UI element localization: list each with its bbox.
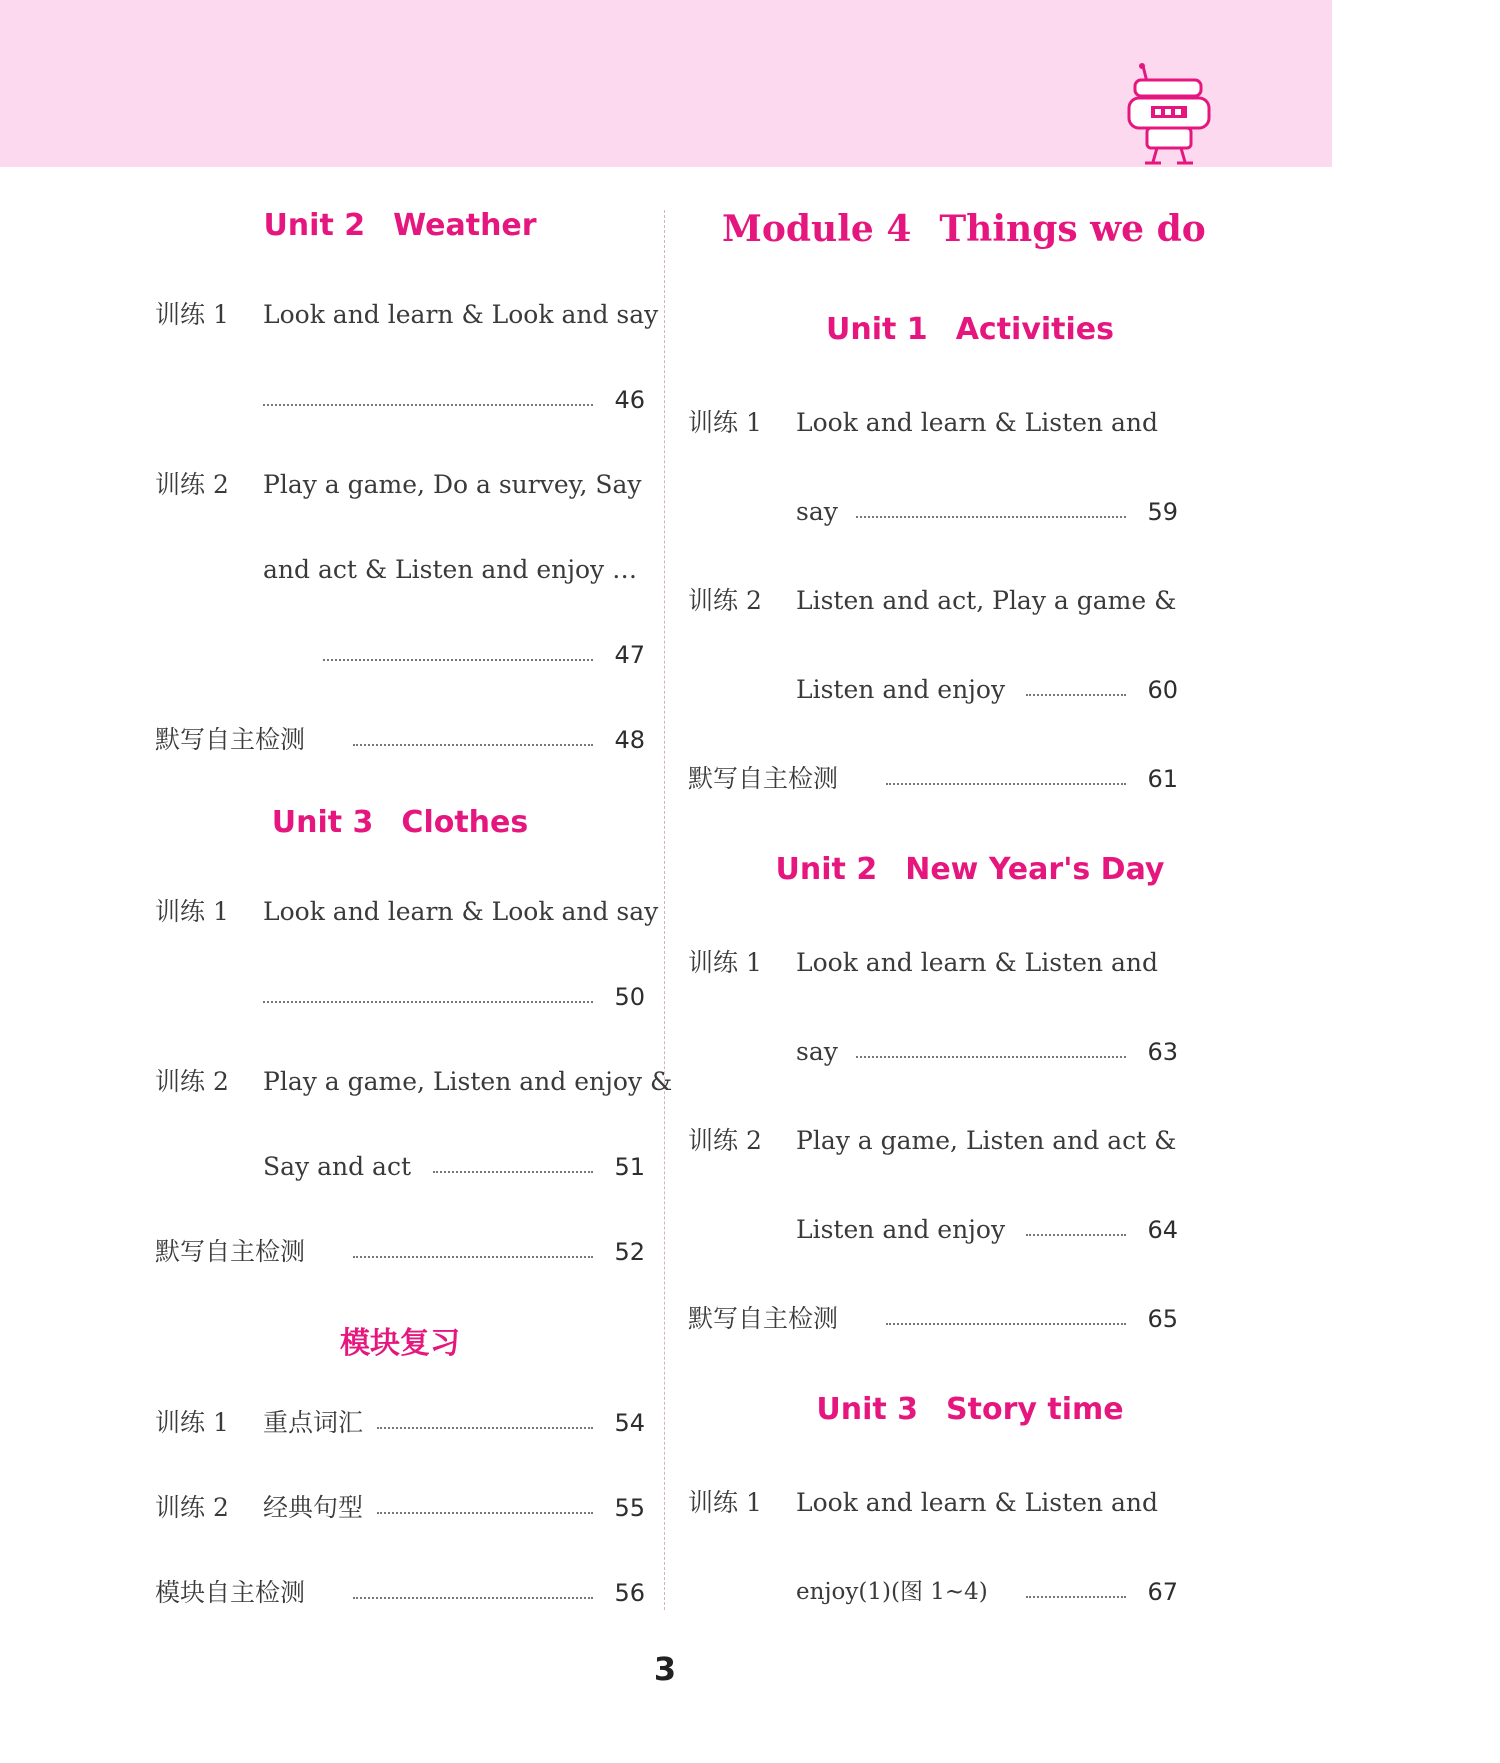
left-unit3-heading [150,805,650,840]
toc-entry-continued[interactable] [688,1032,1178,1072]
entry-label: 训练 2 [688,586,762,615]
entry-text: Play a game, Listen and enjoy & [263,1067,673,1096]
entry-text: Look and learn & Look and say [263,897,659,926]
page-ref: 59 [1147,498,1178,526]
dot-leader [433,1171,593,1173]
toc-entry-continued[interactable] [688,1572,1178,1612]
page-ref: 54 [614,1409,645,1437]
dot-leader [856,516,1126,518]
right-unit3-number: Unit 3 [816,1392,919,1427]
entry-text: and act & Listen and enjoy … [263,555,638,584]
toc-entry[interactable] [155,465,645,505]
dot-leader [353,744,593,746]
toc-entry-continued[interactable] [688,1210,1178,1250]
page-ref: 64 [1147,1216,1178,1244]
dot-leader [1026,1596,1126,1598]
dot-leader [323,659,593,661]
module-title: Things we do [939,208,1206,250]
dot-leader [377,1512,593,1514]
toc-entry[interactable] [688,1483,1178,1523]
entry-text: Listen and enjoy [796,675,1006,704]
page-ref: 67 [1147,1578,1178,1606]
dot-leader [856,1056,1126,1058]
entry-text: Listen and act, Play a game & [796,586,1177,615]
left-unit3-number: Unit 3 [271,805,374,840]
entry-label: 训练 1 [155,897,229,926]
toc-entry[interactable] [155,720,645,760]
module-heading [690,208,1282,250]
entry-text: Play a game, Do a survey, Say [263,470,642,499]
page-ref: 52 [614,1238,645,1266]
entry-label: 默写自主检测 [688,764,839,793]
page-ref: 56 [614,1579,645,1607]
page-ref: 65 [1147,1305,1178,1333]
toc-entry[interactable] [155,1062,673,1102]
page-ref: 63 [1147,1038,1178,1066]
entry-label: 训练 2 [155,1067,229,1096]
dot-leader [263,404,593,406]
entry-text: Play a game, Listen and act & [796,1126,1177,1155]
right-unit2-heading [690,852,1250,887]
entry-label: 默写自主检测 [155,725,306,754]
toc-entry[interactable] [155,1232,645,1272]
entry-label: 训练 1 [688,948,762,977]
entry-label: 训练 1 [155,1408,229,1437]
entry-text: 重点词汇 [263,1408,364,1437]
entry-label: 训练 2 [155,470,229,499]
right-unit3-title: Story time [946,1392,1124,1427]
entry-text: enjoy(1)(图 1~4) [796,1579,988,1605]
column-divider [664,210,665,1610]
entry-text: Say and act [263,1152,412,1181]
dot-leader [886,783,1126,785]
entry-label: 训练 2 [155,1493,229,1522]
toc-entry[interactable] [155,892,659,932]
toc-entry[interactable] [155,1488,645,1528]
entry-text: say [796,1037,838,1066]
entry-text: Look and learn & Listen and [796,948,1158,977]
entry-text: Listen and enjoy [796,1215,1006,1244]
entry-label: 默写自主检测 [688,1304,839,1333]
left-unit3-title: Clothes [401,805,529,840]
module-number: Module 4 [722,208,912,250]
module-review-heading: 模块复习 [340,1326,460,1361]
toc-entry[interactable] [688,403,1178,443]
toc-entry-leader[interactable] [155,635,645,675]
dot-leader [377,1427,593,1429]
robot-icon [1125,62,1213,166]
page-ref: 47 [614,641,645,669]
page-ref: 60 [1147,676,1178,704]
right-unit3-heading [690,1392,1250,1427]
page-ref: 51 [614,1153,645,1181]
page-ref: 55 [614,1494,645,1522]
entry-label: 模块自主检测 [155,1578,306,1607]
page-ref: 61 [1147,765,1178,793]
toc-entry[interactable] [688,1299,1178,1339]
right-unit1-heading [690,312,1250,347]
entry-text: Look and learn & Listen and [796,1488,1158,1517]
toc-entry[interactable] [155,295,659,335]
page-number: 3 [653,1650,677,1688]
toc-entry[interactable] [688,759,1178,799]
entry-label: 训练 1 [688,408,762,437]
dot-leader [1026,694,1126,696]
page-ref: 50 [614,983,645,1011]
dot-leader [353,1256,593,1258]
dot-leader [886,1323,1126,1325]
entry-label: 训练 1 [688,1488,762,1517]
toc-entry[interactable] [688,581,1178,621]
toc-entry[interactable] [155,1573,645,1613]
entry-text: Look and learn & Look and say [263,300,659,329]
right-unit1-number: Unit 1 [826,312,928,347]
toc-entry-continued[interactable] [688,492,1178,532]
page-ref: 48 [614,726,645,754]
toc-entry[interactable] [688,943,1178,983]
entry-text: say [796,497,838,526]
entry-label: 默写自主检测 [155,1237,306,1266]
toc-entry-leader[interactable] [155,380,645,420]
entry-label: 训练 2 [688,1126,762,1155]
toc-entry[interactable] [155,1403,645,1443]
right-unit1-title: Activities [955,312,1114,347]
toc-entry-leader[interactable] [155,977,645,1017]
right-unit2-number: Unit 2 [775,852,878,887]
entry-label: 训练 1 [155,300,229,329]
entry-text: Look and learn & Listen and [796,408,1158,437]
toc-entry-continued[interactable] [688,670,1178,710]
toc-entry[interactable] [688,1121,1178,1161]
dot-leader [263,1001,593,1003]
right-unit2-title: New Year's Day [905,852,1165,887]
left-unit2-number: Unit 2 [263,208,366,243]
entry-text: 经典句型 [263,1493,364,1522]
left-unit2-heading [150,208,650,243]
dot-leader [353,1597,593,1599]
page-ref: 46 [614,386,645,414]
toc-entry-continued[interactable] [155,1147,645,1187]
left-unit2-title: Weather [393,208,537,243]
dot-leader [1026,1234,1126,1236]
toc-entry-continued[interactable] [155,550,645,590]
